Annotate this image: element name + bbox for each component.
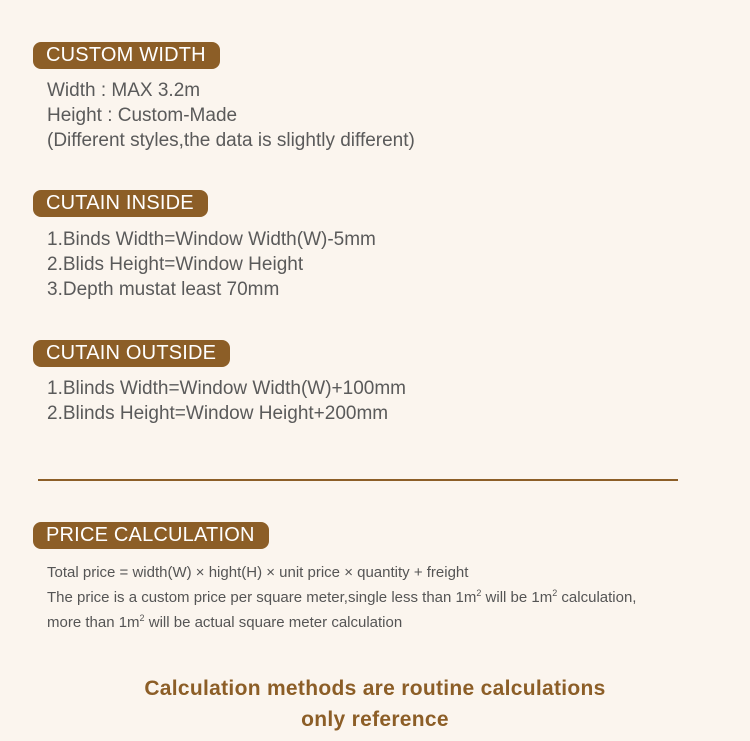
custom-width-line-width: Width : MAX 3.2m [47, 80, 201, 101]
curtain-inside-heading: CUTAIN INSIDE [33, 190, 208, 217]
price-note-text-3: calculation, [557, 589, 637, 606]
section-divider [38, 479, 678, 481]
curtain-outside-heading: CUTAIN OUTSIDE [33, 340, 230, 367]
price-note-text-2: will be 1m [481, 589, 553, 606]
footer-line-1: Calculation methods are routine calculations [144, 677, 606, 700]
curtain-outside-line-1: 1.Blinds Width=Window Width(W)+100mm [47, 378, 406, 399]
curtain-inside-line-2: 2.Blids Height=Window Height [47, 254, 304, 275]
curtain-inside-line-3: 3.Depth mustat least 70mm [47, 279, 280, 300]
curtain-inside-line-1: 1.Binds Width=Window Width(W)-5mm [47, 229, 376, 250]
curtain-outside-line-2: 2.Blinds Height=Window Height+200mm [47, 403, 389, 424]
price-note-text-1: The price is a custom price per square meter,single less than 1m [47, 589, 477, 606]
custom-width-line-height: Height : Custom-Made [47, 105, 238, 126]
price-note-text-5: will be actual square meter calculation [144, 614, 403, 631]
custom-width-heading: CUSTOM WIDTH [33, 42, 220, 69]
price-note-text-4: more than 1m [47, 614, 140, 631]
price-calculation-heading: PRICE CALCULATION [33, 522, 269, 549]
superscript-2: 2 [139, 613, 145, 623]
price-note-line-2 [47, 614, 402, 632]
superscript-2: 2 [476, 588, 482, 598]
price-formula: Total price = width(W) × hight(H) × unit price × quantity + freight [47, 564, 469, 581]
footer-line-2: only reference [301, 708, 449, 731]
price-note-line-1 [47, 589, 636, 607]
custom-width-line-note: (Different styles,the data is slightly different) [47, 130, 415, 151]
superscript-2: 2 [552, 588, 558, 598]
